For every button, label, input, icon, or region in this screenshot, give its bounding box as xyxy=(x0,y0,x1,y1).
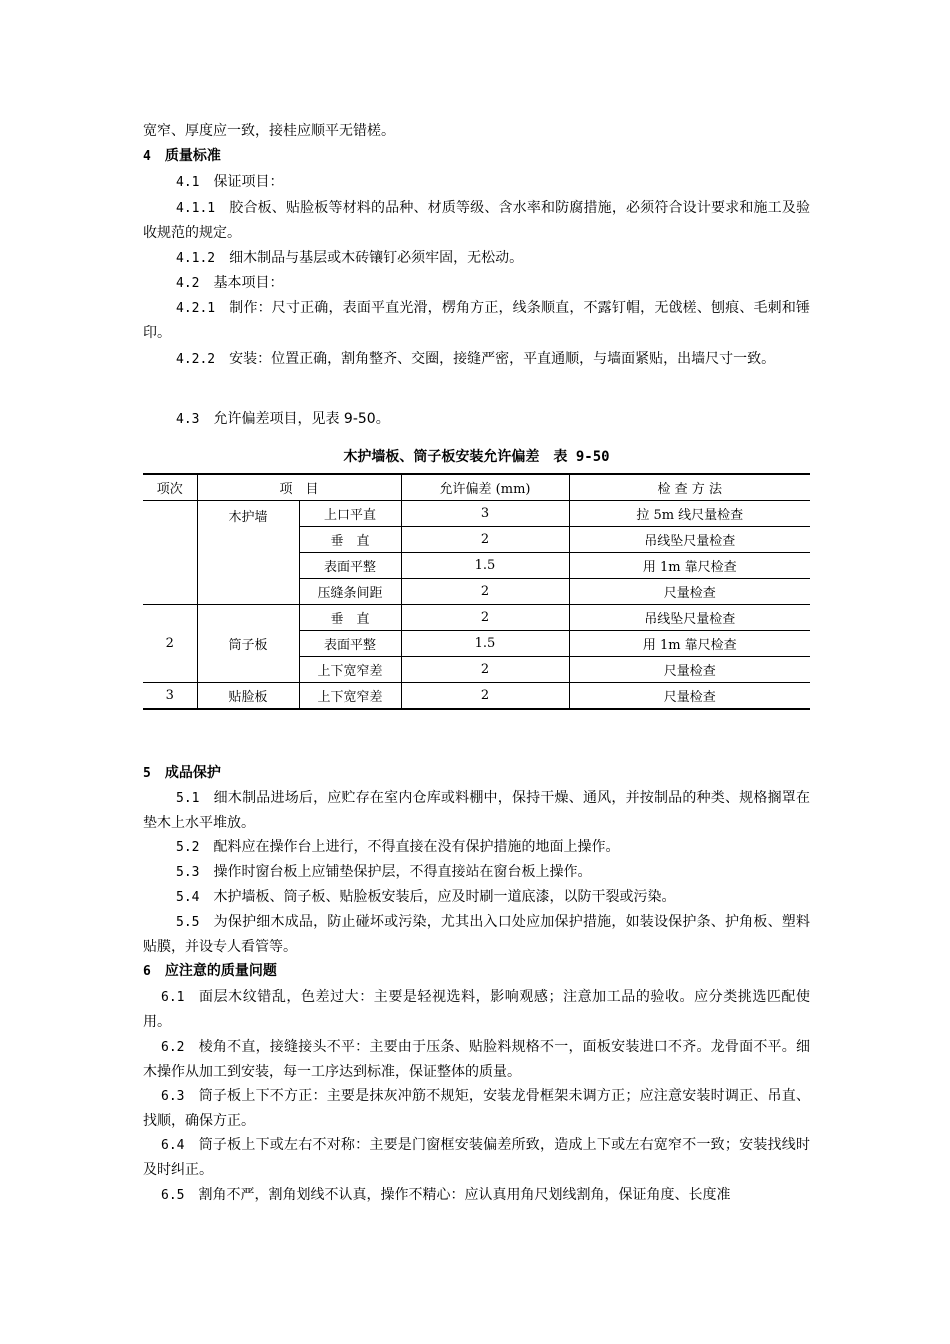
clause-text: 允许偏差项目，见表 9-50。 xyxy=(213,411,390,427)
clause-text: 制作：尺寸正确，表面平直光滑，楞角方正，线条顺直，不露钉帽，无戗槎、刨痕、毛刺和锤印。 xyxy=(143,300,810,341)
item-cell: 压缝条间距 xyxy=(299,579,401,605)
method-cell: 吊线坠尺量检查 xyxy=(569,527,810,553)
group-name-cell: 木护墙 xyxy=(197,501,299,605)
clause-text: 细木制品与基层或木砖镶钉必须牢固，无松动。 xyxy=(229,250,524,266)
section-number: 4 xyxy=(143,149,151,164)
clause-6-1 xyxy=(143,985,810,1034)
table-row xyxy=(143,501,810,527)
clause-number: 4.1.2 xyxy=(176,251,216,266)
clause-4-1-1 xyxy=(143,196,810,245)
method-cell: 拉 5m 线尺量检查 xyxy=(569,501,810,527)
clause-6-4 xyxy=(143,1133,810,1182)
clause-4-1 xyxy=(143,170,810,195)
clause-number: 4.1.1 xyxy=(176,201,216,216)
clause-4-1-2 xyxy=(143,246,810,271)
deviation-cell: 2 xyxy=(401,579,569,605)
clause-number: 5.3 xyxy=(176,865,200,880)
method-cell: 用 1m 靠尺检查 xyxy=(569,553,810,579)
group-index-cell: 2 xyxy=(143,605,197,683)
clause-4-3 xyxy=(143,407,810,432)
paragraph-continued: 宽窄、厚度应一致，接桂应顺平无错槎。 xyxy=(143,123,395,139)
clause-text: 保证项目： xyxy=(213,174,284,190)
deviation-cell: 2 xyxy=(401,527,569,553)
group-name-cell: 贴脸板 xyxy=(197,683,299,710)
deviation-cell: 1.5 xyxy=(401,631,569,657)
item-cell: 垂 直 xyxy=(299,605,401,631)
method-cell: 尺量检查 xyxy=(569,579,810,605)
deviation-table xyxy=(143,473,810,710)
group-index-cell: 3 xyxy=(143,683,197,710)
item-cell: 表面平整 xyxy=(299,631,401,657)
header-deviation: 允许偏差 (mm) xyxy=(401,474,569,501)
clause-6-2 xyxy=(143,1035,810,1084)
section-5-heading xyxy=(143,761,810,786)
section-title: 应注意的质量问题 xyxy=(164,963,277,979)
clause-number: 5.4 xyxy=(176,890,200,905)
header-method: 检 查 方 法 xyxy=(569,474,810,501)
clause-text: 割角不严，割角划线不认真，操作不精心：应认真用角尺划线割角，保证角度、长度准 xyxy=(198,1187,731,1203)
deviation-cell: 2 xyxy=(401,605,569,631)
clause-number: 6.3 xyxy=(161,1089,185,1104)
clause-5-2 xyxy=(143,835,810,860)
clause-text: 筒子板上下不方正：主要是抹灰冲筋不规矩，安装龙骨框架未调方正；应注意安装时调正、吊直、找顺，确保方正。 xyxy=(143,1088,810,1129)
method-cell: 用 1m 靠尺检查 xyxy=(569,631,810,657)
method-cell: 尺量检查 xyxy=(569,657,810,683)
method-cell: 吊线坠尺量检查 xyxy=(569,605,810,631)
clause-6-3 xyxy=(143,1084,810,1133)
method-cell: 尺量检查 xyxy=(569,683,810,710)
section-number: 5 xyxy=(143,766,151,781)
clause-number: 6.2 xyxy=(161,1040,185,1055)
clause-text: 细木制品进场后，应贮存在室内仓库或料棚中，保持干燥、通风，并按制品的种类、规格搁罩在垫木上水平堆放。 xyxy=(143,790,810,831)
clause-4-2 xyxy=(143,271,810,296)
clause-number: 6.1 xyxy=(161,990,185,1005)
clause-text: 操作时窗台板上应铺垫保护层，不得直接站在窗台板上操作。 xyxy=(213,864,592,880)
clause-5-1 xyxy=(143,786,810,835)
clause-number: 4.2.1 xyxy=(176,301,216,316)
clause-text: 胶合板、贴脸板等材料的品种、材质等级、含水率和防腐措施，必须符合设计要求和施工及验收规范的规定。 xyxy=(143,200,810,241)
clause-number: 4.1 xyxy=(176,175,200,190)
group-name-cell: 筒子板 xyxy=(197,605,299,683)
deviation-cell: 1.5 xyxy=(401,553,569,579)
item-cell: 上下宽窄差 xyxy=(299,657,401,683)
deviation-cell: 3 xyxy=(401,501,569,527)
clause-text: 筒子板上下或左右不对称：主要是门窗框安装偏差所致，造成上下或左右宽窄不一致；安装找线时及时纠正。 xyxy=(143,1137,810,1178)
header-index: 项次 xyxy=(143,474,197,501)
deviation-cell: 2 xyxy=(401,683,569,710)
clause-text: 配料应在操作台上进行，不得直接在没有保护措施的地面上操作。 xyxy=(213,839,620,855)
clause-text: 面层木纹错乱，色差过大：主要是轻视选料，影响观感；注意加工品的验收。应分类挑选匹配使用。 xyxy=(143,989,810,1030)
clause-4-2-1 xyxy=(143,296,810,345)
clause-text: 棱角不直，接缝接头不平：主要由于压条、贴脸料规格不一，面板安装进口不齐。龙骨面不平。细木操作从加工到安装，每一工序达到标准，保证整体的质量。 xyxy=(143,1039,810,1080)
clause-number: 5.2 xyxy=(176,840,200,855)
table-number: 表 9-50 xyxy=(553,449,610,465)
clause-5-5 xyxy=(143,910,810,959)
table-header-row xyxy=(143,474,810,501)
clause-number: 6.5 xyxy=(161,1188,185,1203)
header-item: 项 目 xyxy=(197,474,401,501)
group-index-cell xyxy=(143,501,197,605)
section-title: 质量标准 xyxy=(164,148,221,164)
clause-text: 木护墙板、筒子板、贴脸板安装后，应及时刷一道底漆，以防干裂或污染。 xyxy=(213,889,676,905)
clause-4-2-2 xyxy=(143,347,810,372)
section-title: 成品保护 xyxy=(164,765,221,781)
clause-number: 4.2.2 xyxy=(176,352,216,367)
deviation-cell: 2 xyxy=(401,657,569,683)
clause-5-3 xyxy=(143,860,810,885)
section-number: 6 xyxy=(143,964,151,979)
clause-number: 5.1 xyxy=(176,791,200,806)
clause-number: 5.5 xyxy=(176,915,200,930)
clause-5-4 xyxy=(143,885,810,910)
clause-number: 4.3 xyxy=(176,412,200,427)
clause-number: 4.2 xyxy=(176,276,200,291)
item-cell: 垂 直 xyxy=(299,527,401,553)
section-4-heading xyxy=(143,144,810,169)
item-cell: 上口平直 xyxy=(299,501,401,527)
clause-text: 基本项目： xyxy=(213,275,284,291)
item-cell: 表面平整 xyxy=(299,553,401,579)
item-cell: 上下宽窄差 xyxy=(299,683,401,710)
clause-text: 安装：位置正确，割角整齐、交圈，接缝严密，平直通顺，与墙面紧贴，出墙尺寸一致。 xyxy=(229,351,776,367)
table-row xyxy=(143,683,810,710)
table-row xyxy=(143,605,810,631)
clause-number: 6.4 xyxy=(161,1138,185,1153)
clause-6-5 xyxy=(143,1183,810,1208)
table-caption xyxy=(143,446,810,468)
section-6-heading xyxy=(143,959,810,984)
table-title: 木护墙板、筒子板安装允许偏差 xyxy=(343,449,540,465)
clause-text: 为保护细木成品，防止碰坏或污染，尤其出入口处应加保护措施，如装设保护条、护角板、塑料贴膜，并设专人看管等。 xyxy=(143,914,810,955)
